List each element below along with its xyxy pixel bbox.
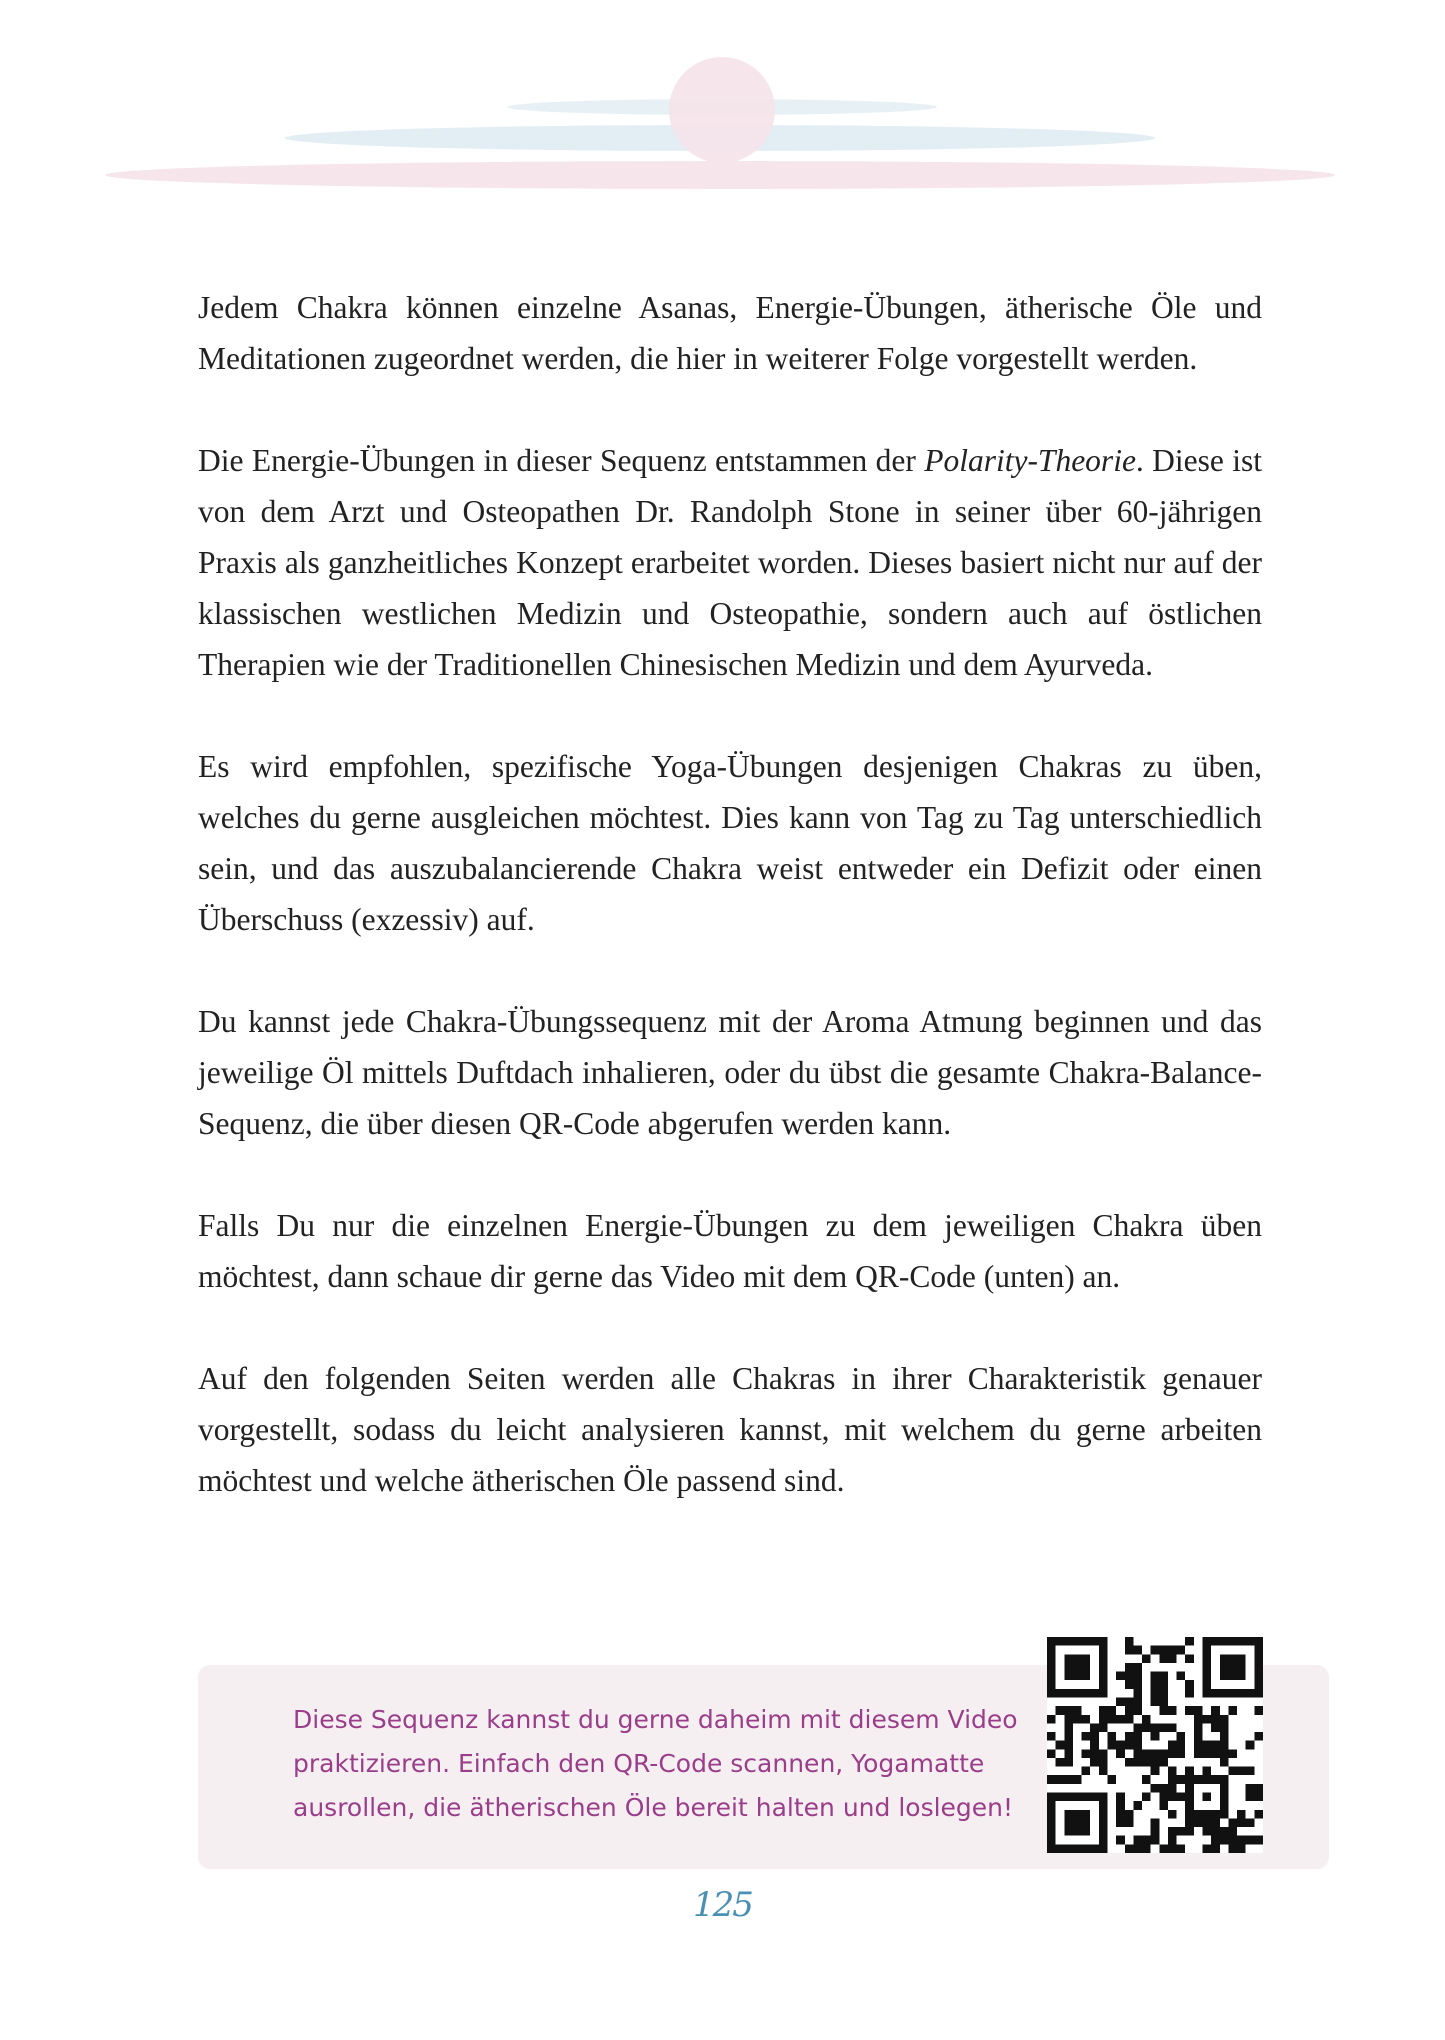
paragraph-2-end: . Diese ist von dem Arzt und Osteopathen Dr. Randolph Stone in seiner über 60-jährigen Praxis als ganzheitliches Konzept erarbeitet worden. Dieses basiert nicht nur auf der klassischen westlichen Medizin und Osteopathie, sondern auch auf östlichen Therapien wie der Traditionellen Chinesischen Medizin und dem Ayurveda. — [198, 443, 1262, 682]
body-text — [198, 282, 1262, 1506]
paragraph-2 — [198, 435, 1262, 690]
paragraph-2-start: Die Energie-Übungen in dieser Sequenz entstammen der — [198, 443, 925, 478]
header-decoration — [0, 0, 1445, 230]
callout-text: Diese Sequenz kannst du gerne daheim mit diesem Video praktizieren. Einfach den QR-Code scannen, Yogamatte ausrollen, die ätherischen Öle bereit halten und loslegen! — [293, 1705, 1018, 1822]
polarity-theory-term: Polarity-Theorie — [924, 443, 1136, 478]
paragraph-4: Du kannst jede Chakra-Übungssequenz mit der Aroma Atmung beginnen und das jeweilige Öl mittels Duftdach inhalieren, oder du übst die gesamte Chakra-Balance-Sequenz, die über diesen QR-Code abgerufen werden kann. — [198, 1004, 1262, 1141]
paragraph-3: Es wird empfohlen, spezifische Yoga-Übungen desjenigen Chakras zu üben, welches du gerne ausgleichen möchtest. Dies kann von Tag zu Tag unterschiedlich sein, und das auszubalancierende Chakra weist entweder ein Defizit oder einen Überschuss (exzessiv) auf. — [198, 749, 1262, 937]
paragraph-1: Jedem Chakra können einzelne Asanas, Energie-Übungen, ätherische Öle und Meditationen zugeordnet werden, die hier in weiterer Folge vorgestellt werden. — [198, 290, 1262, 376]
paragraph-6: Auf den folgenden Seiten werden alle Chakras in ihrer Charakteristik genauer vorgestellt, sodass du leicht analysieren kannst, mit welchem du gerne arbeiten möchtest und welche ätherischen Öle passend sind. — [198, 1361, 1262, 1498]
paragraph-5: Falls Du nur die einzelnen Energie-Übungen zu dem jeweiligen Chakra üben möchtest, dann schaue dir gerne das Video mit dem QR-Code (unten) an. — [198, 1208, 1262, 1294]
page-number: 125 — [693, 1885, 752, 1925]
qr-code-icon[interactable] — [1047, 1637, 1263, 1853]
